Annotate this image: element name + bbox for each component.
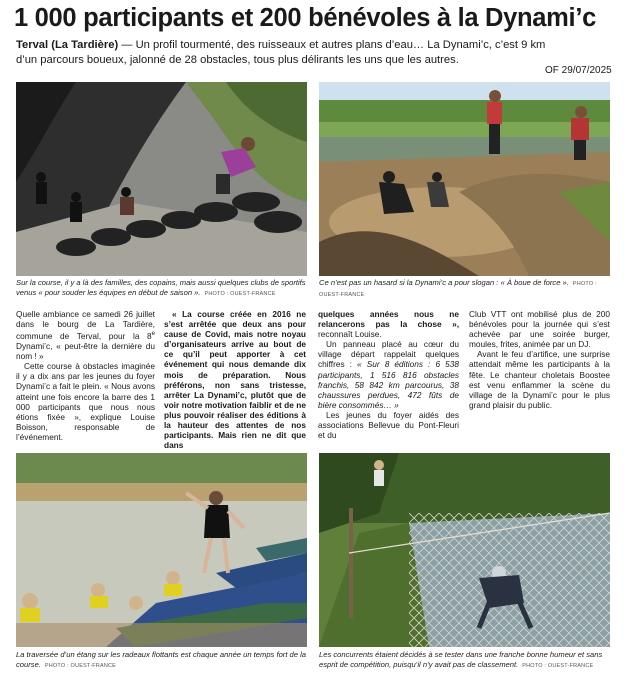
photo-caption-3 (16, 650, 307, 671)
photo-mud-pool (319, 82, 610, 276)
photo-credit-2: PHOTO : OUEST-FRANCE (319, 281, 597, 298)
article-lead (16, 38, 546, 68)
caption-text-3: La traversée d’un étang sur les radeaux flottants est chaque année un temps fort de la course. (16, 650, 307, 669)
caption-text-4: Les concurrents étaient décidés à se tester dans une franche bonne humeur et sans esprit de compétition, puisqu’il n’y avait pas de classement. (319, 650, 603, 669)
article-column-4 (469, 309, 610, 410)
photo-credit-1: PHOTO : OUEST-FRANCE (204, 291, 276, 297)
paragraph-concert: Avant le feu d’artifice, une surprise attendait même les participants à la fête. Le chanteur choletais Boostee est venu enflammer la scène du village de la Dynami’c pour le plus grand plaisir du public. (469, 349, 610, 410)
article-column-1 (16, 309, 155, 442)
photo-credit-4: PHOTO : OUEST-FRANCE (522, 663, 594, 669)
lead-text: Un profil tourmenté, des ruisseaux et autres plans d’eau… La Dynami’c, c’est 9 km d’un parcours boueux, jalonné de 28 obstacles, tous plus délirants les uns que les autres. (16, 39, 546, 66)
paragraph-intro: Quelle ambiance ce samedi 26 juillet dans le bourg de La Tardière, commune de Terval, pour la 8e Dynami’c, « peut-être la dernière du nom ! » (16, 309, 155, 362)
paragraph-club: Club VTT ont mobilisé plus de 200 bénévoles pour la journée qui s’est achevée par une soirée burger, moules, frites, animée par un DJ. (469, 309, 610, 350)
paragraph-figures: Un panneau placé au cœur du village départ rappelait quelques chiffres : « Sur 8 éditions : 6 538 participants, 1 516 816 obstacles franchis, 58 842 km parcourus, 38 chaussures perdues, 472 fûts de bière consommés… » (318, 339, 459, 410)
photo-caption-1 (16, 278, 307, 299)
paragraph-course: Cette course à obstacles imaginée il y a dix ans par les jeunes du foyer Dynami’c a fait le plein. « Nous avons atteint une fois encore la barre des 1 000 participants que nous nous étions fixée », explique Louise Boisson, responsable de l’événement. (16, 361, 155, 442)
article-column-3 (318, 309, 459, 440)
article-headline: 1 000 participants et 200 bénévoles à la Dynami’c (14, 4, 597, 32)
photo-tire-obstacle (16, 82, 307, 276)
paragraph-volunteers: Les jeunes du foyer aidés des associations Bellevue du Pont-Fleuri et du (318, 409, 459, 441)
date-stamp: OF 29/07/2025 (545, 65, 612, 76)
photo-net-crawl (319, 453, 610, 647)
lead-place: Terval (La Tardière) (16, 39, 119, 51)
paragraph-relaunch: quelques années nous ne relancerons pas la chose », reconnaît Louise. (318, 309, 459, 340)
photo-caption-4 (319, 650, 610, 671)
paragraph-quote: « La course créée en 2016 ne s’est arrêtée que deux ans pour cause de Covid, mais notre noyau d’organisateurs arrive au bout de ce qu’il peut apporter à cet événement qui nous demande dix mois de préparation. Nous préférons, non sans tristesse, arrêter La Dynami’c, plutôt que de voir notre motivation faiblir et de ne plus pouvoir réaliser des éditions à la hauteur des attentes de nos participants. Mais rien ne dit que dans (164, 309, 306, 451)
photo-credit-3: PHOTO : OUEST-FRANCE (44, 663, 117, 669)
article-column-2 (164, 309, 306, 450)
photo-caption-2 (319, 278, 610, 300)
caption-text-1: Sur la course, il y a là des familles, des copains, mais aussi quelques clubs de sportifs venus « pour souder les équipes en début de saison ». (16, 278, 306, 297)
photo-raft-crossing (16, 453, 307, 647)
lead-dash: — (118, 39, 136, 51)
caption-text-2: Ce n’est pas un hasard si la Dynami’c a pour slogan : « À boue de force ». (319, 278, 569, 287)
